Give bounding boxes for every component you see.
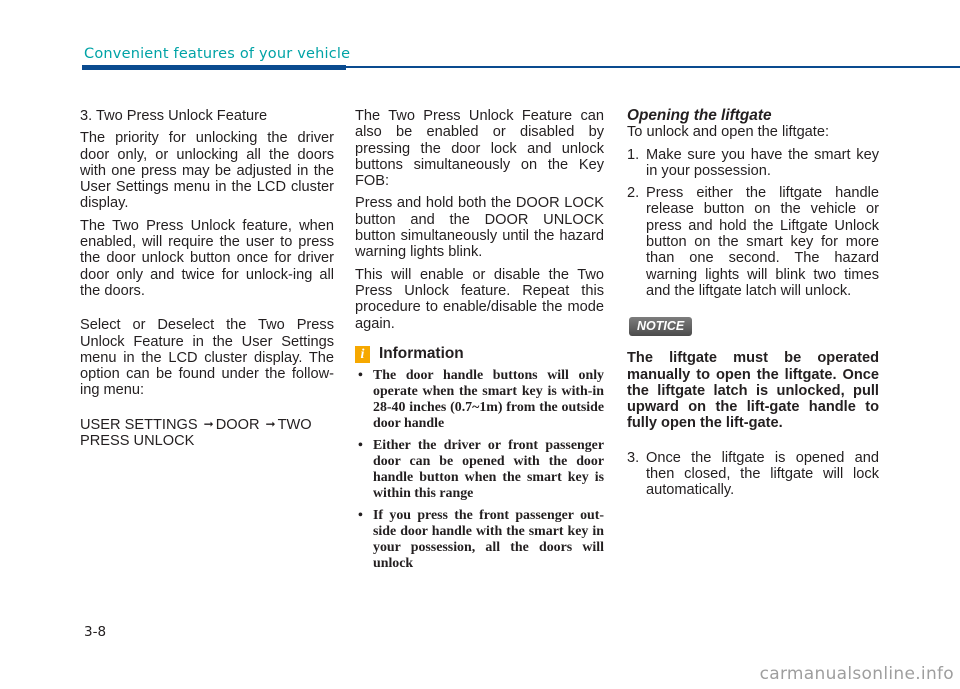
step-item: [627, 185, 879, 299]
column-right: [627, 108, 879, 505]
menu-path-two-press: TWO PRESS UNLOCK: [80, 416, 312, 450]
bullet: •: [358, 367, 363, 383]
list-item: [355, 508, 604, 572]
information-icon: i: [355, 346, 370, 363]
menu-path-settings: USER SETTINGS: [80, 416, 198, 433]
liftgate-steps: [627, 147, 879, 300]
column-middle: [355, 108, 604, 578]
header-rule: [82, 66, 960, 68]
liftgate-intro: To unlock and open the liftgate:: [627, 124, 830, 141]
paragraph-priority: The priority for unlocking the driver door only, or unlocking all the doors with one press may be adjusted in the User Settings menu in the LCD cluster display.: [80, 130, 334, 212]
step-text: Once the liftgate is opened and then closed, the liftgate will lock automatically.: [646, 449, 879, 499]
information-list: [355, 368, 604, 572]
arrow-right-icon: ➞: [203, 416, 214, 431]
arrow-right-icon: ➞: [265, 416, 276, 431]
notice-badge: NOTICE: [629, 317, 692, 336]
bullet: •: [358, 437, 363, 453]
paragraph-press-hold: Press and hold both the DOOR LOCK button and the DOOR UNLOCK button simultaneously until the hazard warning lights blink.: [355, 195, 604, 261]
paragraph-enable-disable: This will enable or disable the Two Press Unlock feature. Repeat this procedure to enable/disable the mode again.: [355, 266, 604, 332]
menu-path-door: DOOR: [215, 416, 260, 433]
watermark: carmanualsonline.info: [759, 664, 954, 684]
bullet: •: [358, 507, 363, 523]
liftgate-heading: Opening the liftgate: [627, 107, 772, 124]
liftgate-steps-continued: [627, 450, 879, 499]
feature-heading: 3. Two Press Unlock Feature: [80, 108, 268, 124]
step-text: Make sure you have the smart key in your possession.: [646, 146, 879, 179]
paragraph-keyfob: The Two Press Unlock Feature can also be enabled or disabled by pressing the door lock and unlock buttons simultaneously on the Key FOB:: [355, 108, 604, 190]
page-number: 3-8: [84, 624, 107, 640]
step-item: [627, 450, 879, 499]
menu-path: [80, 417, 334, 450]
step-number: 1.: [627, 146, 640, 163]
list-item: [355, 368, 604, 432]
paragraph-two-press: The Two Press Unlock feature, when enabled, will require the user to press the door unlock button once for driver door only and twice for unlock-ing all the doors.: [80, 217, 334, 299]
list-item-text: If you press the front passenger out-side door handle with the smart key in your possession, all the doors will unlock: [373, 507, 604, 571]
list-item-text: Either the driver or front passenger door can be opened with the door handle button when the smart key is within this range: [373, 437, 604, 501]
paragraph-select: Select or Deselect the Two Press Unlock Feature in the User Settings menu in the LCD cluster display. The option can be found under the follow-ing menu:: [80, 317, 334, 399]
step-text: Press either the liftgate handle release button on the vehicle or press and hold the Liftgate Unlock button on the smart key for more than one second. The hazard warning lights will blink two times and the liftgate latch will unlock.: [646, 185, 879, 299]
step-number: 2.: [627, 185, 640, 202]
step-number: 3.: [627, 449, 640, 466]
notice-text: The liftgate must be operated manually to open the liftgate. Once the liftgate latch is unlocked, pull upward on the lift-gate handle to fully open the lift-gate.: [627, 350, 879, 432]
step-item: [627, 147, 879, 180]
list-item-text: The door handle buttons will only operate when the smart key is with-in 28-40 inches (0.7~1m) from the outside door handle: [373, 367, 604, 431]
column-left: [80, 108, 334, 449]
list-item: [355, 438, 604, 502]
information-heading: [355, 346, 604, 363]
section-title: Convenient features of your vehicle: [84, 46, 351, 62]
information-title: Information: [379, 345, 464, 363]
